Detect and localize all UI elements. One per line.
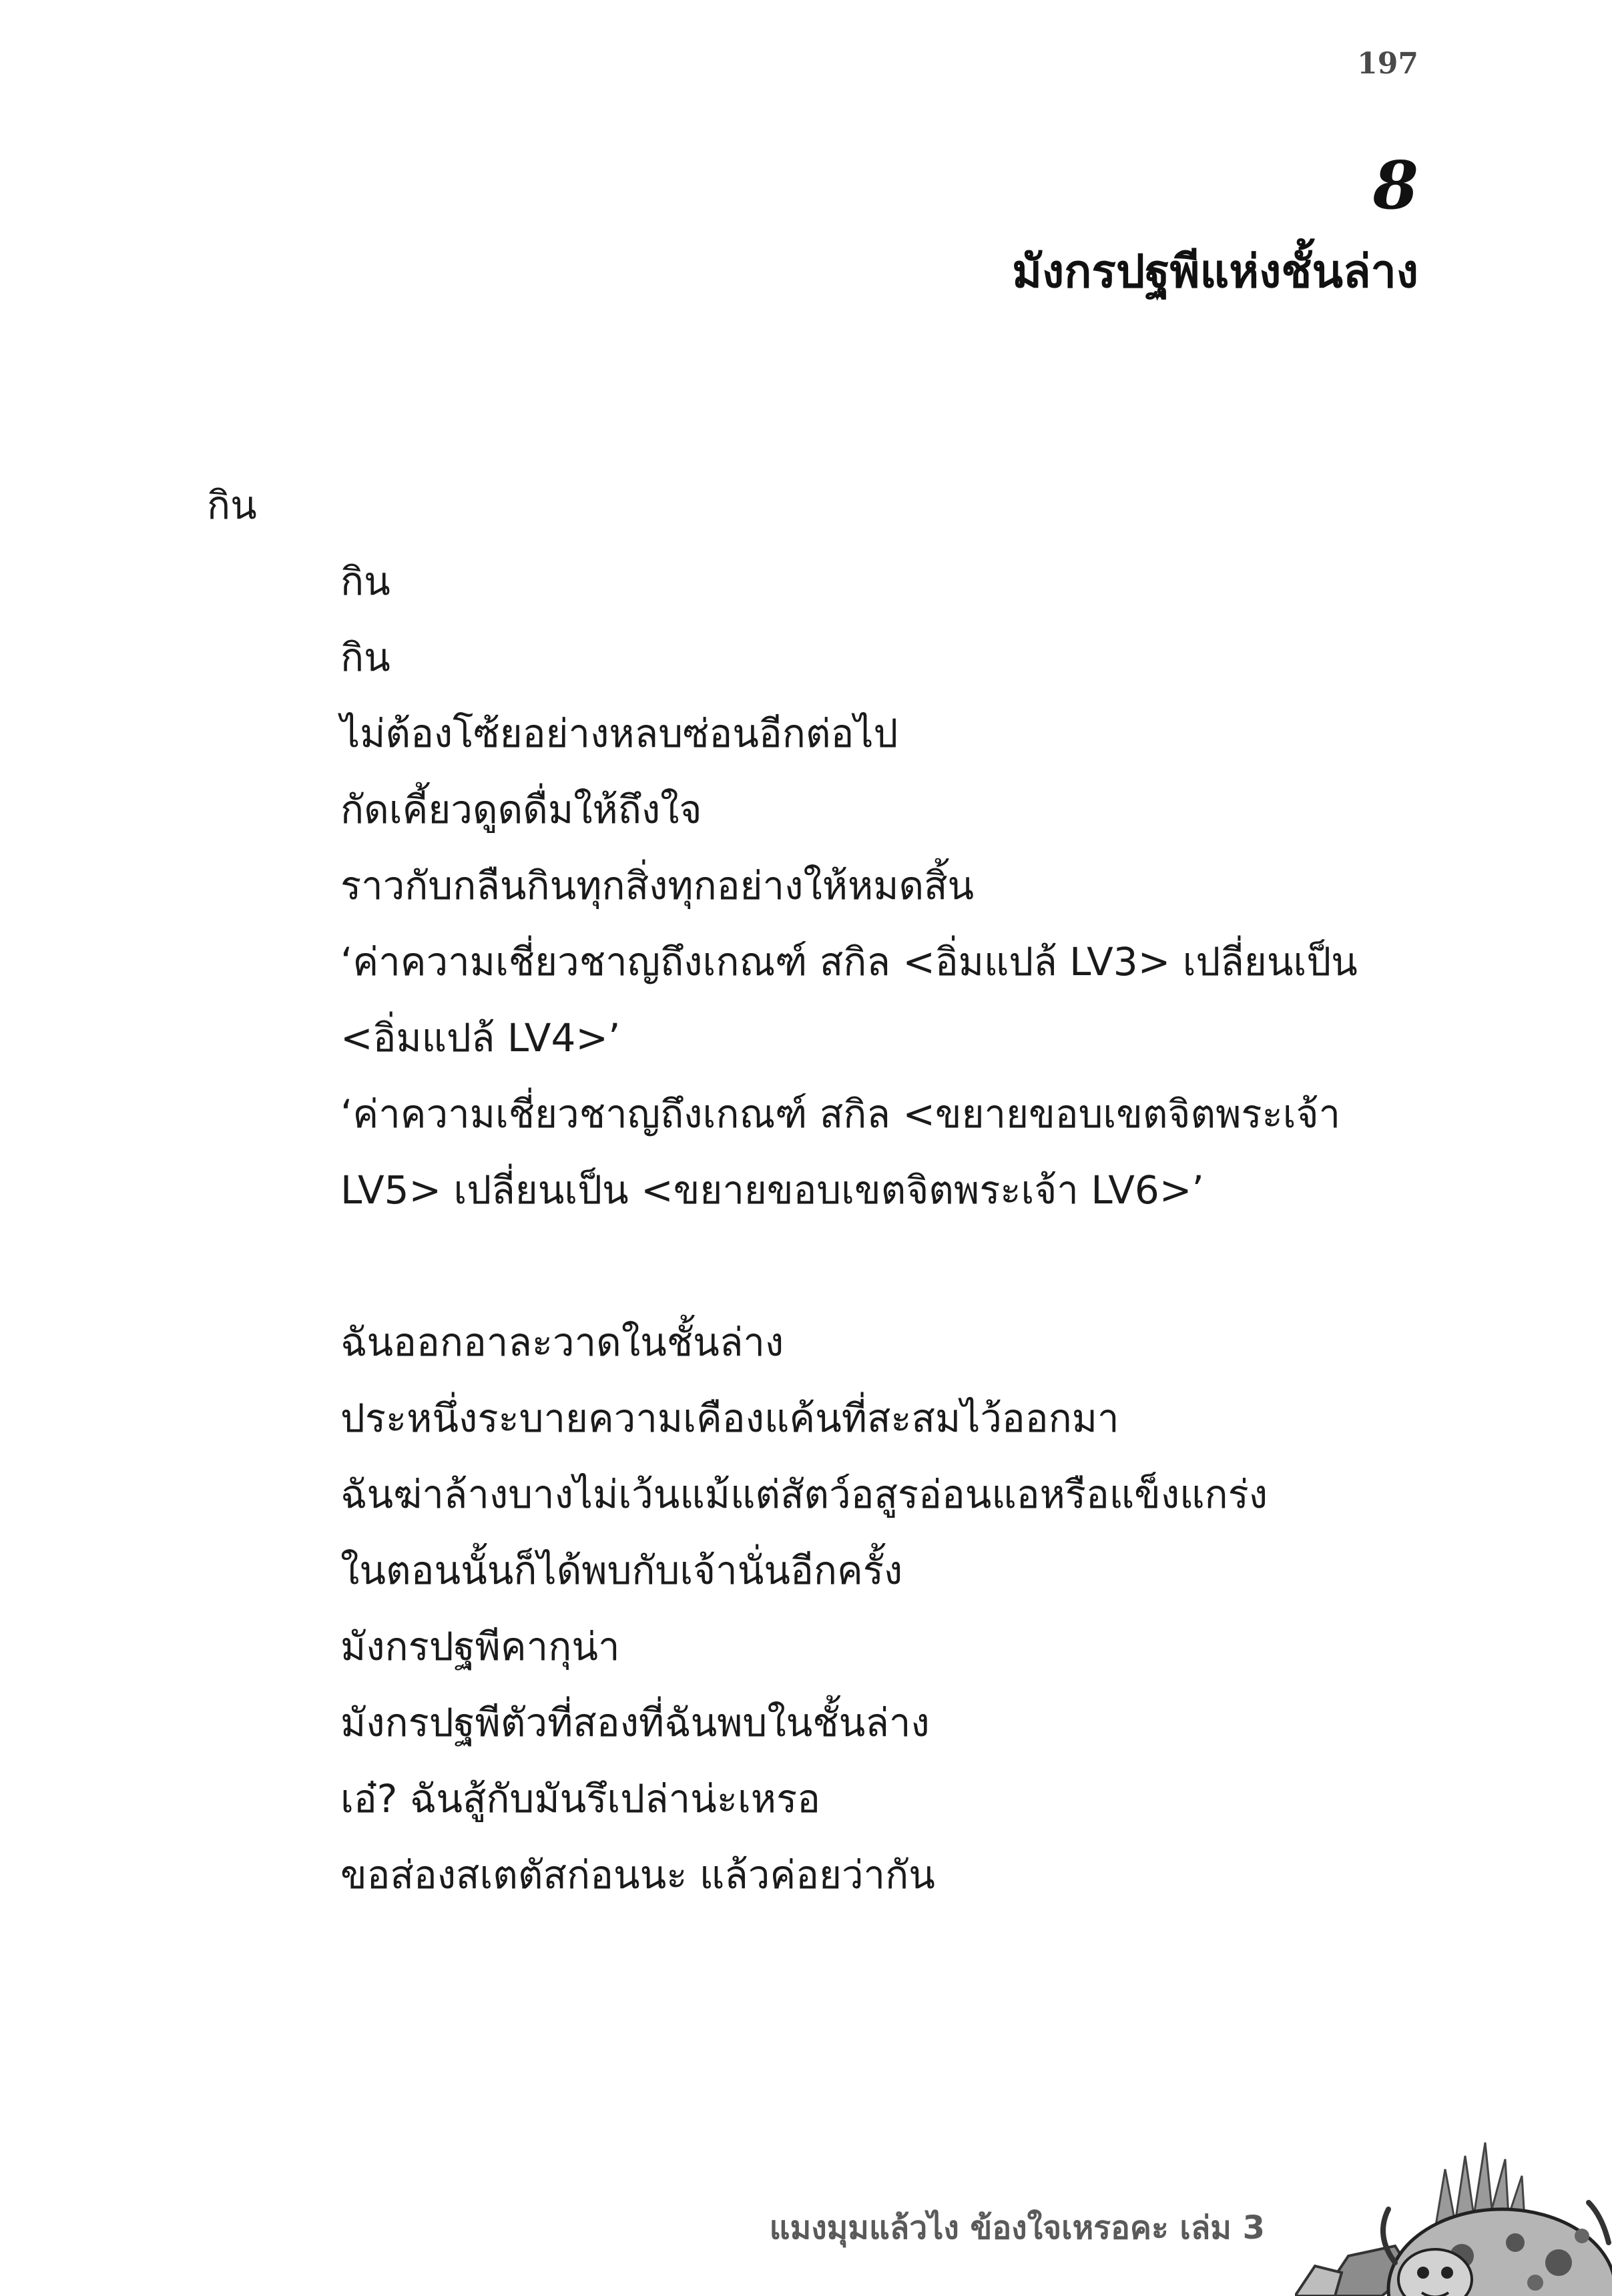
paragraph-line: ไม่ต้องโซ้ยอย่างหลบซ่อนอีกต่อไป xyxy=(340,711,898,756)
system-message: ‘ค่าความเชี่ยวชาญถึงเกณฑ์ สกิล <ขยายขอบเขตจิตพระเจ้า LV5> เปลี่ยนเป็น <ขยายขอบเขตจิตพระเจ้า LV6>’ xyxy=(340,1091,1341,1213)
paragraph-line: กิน xyxy=(207,483,257,528)
footer-book-title: แมงมุมแล้วไง ข้องใจเหรอคะ เล่ม 3 xyxy=(769,2209,1265,2247)
paragraph-line: ในตอนนั้นก็ได้พบกับเจ้านั่นอีกครั้ง xyxy=(340,1548,903,1593)
paragraph-line: ฉันฆ่าล้างบางไม่เว้นแม้แต่สัตว์อสูรอ่อนแอหรือแข็งแกร่ง xyxy=(340,1472,1268,1517)
paragraph-line: ประหนึ่งระบายความเคืองแค้นที่สะสมไว้ออกมา xyxy=(340,1396,1119,1441)
chapter-title: มังกรปฐพีแห่งชั้นล่าง xyxy=(1012,246,1418,298)
paragraph-line: กิน xyxy=(340,559,390,604)
body-text xyxy=(207,467,1408,1913)
spider-monster-illustration-icon xyxy=(1295,2129,1612,2296)
paragraph-line: ขอส่องสเตตัสก่อนนะ แล้วค่อยว่ากัน xyxy=(340,1852,935,1898)
paragraph-line: ราวกับกลืนกินทุกสิ่งทุกอย่างให้หมดสิ้น xyxy=(340,863,975,908)
paragraph-line: ฉันออกอาละวาดในชั้นล่าง xyxy=(340,1320,784,1365)
section-break xyxy=(207,1228,1408,1304)
chapter-number: 8 xyxy=(1372,148,1418,224)
paragraph-line: มังกรปฐพีคากุน่า xyxy=(340,1624,620,1669)
page-number: 197 xyxy=(1357,47,1418,81)
paragraph-line: กิน xyxy=(340,635,390,680)
paragraph-line: มังกรปฐพีตัวที่สองที่ฉันพบในชั้นล่าง xyxy=(340,1700,930,1745)
paragraph-line: เอ๋? ฉันสู้กับมันรึเปล่าน่ะเหรอ xyxy=(340,1776,820,1821)
paragraph-line: กัดเคี้ยวดูดดื่มให้ถึงใจ xyxy=(340,787,702,832)
system-message: ‘ค่าความเชี่ยวชาญถึงเกณฑ์ สกิล <อิ่มแปล้ LV3> เปลี่ยนเป็น <อิ่มแปล้ LV4>’ xyxy=(340,939,1358,1061)
